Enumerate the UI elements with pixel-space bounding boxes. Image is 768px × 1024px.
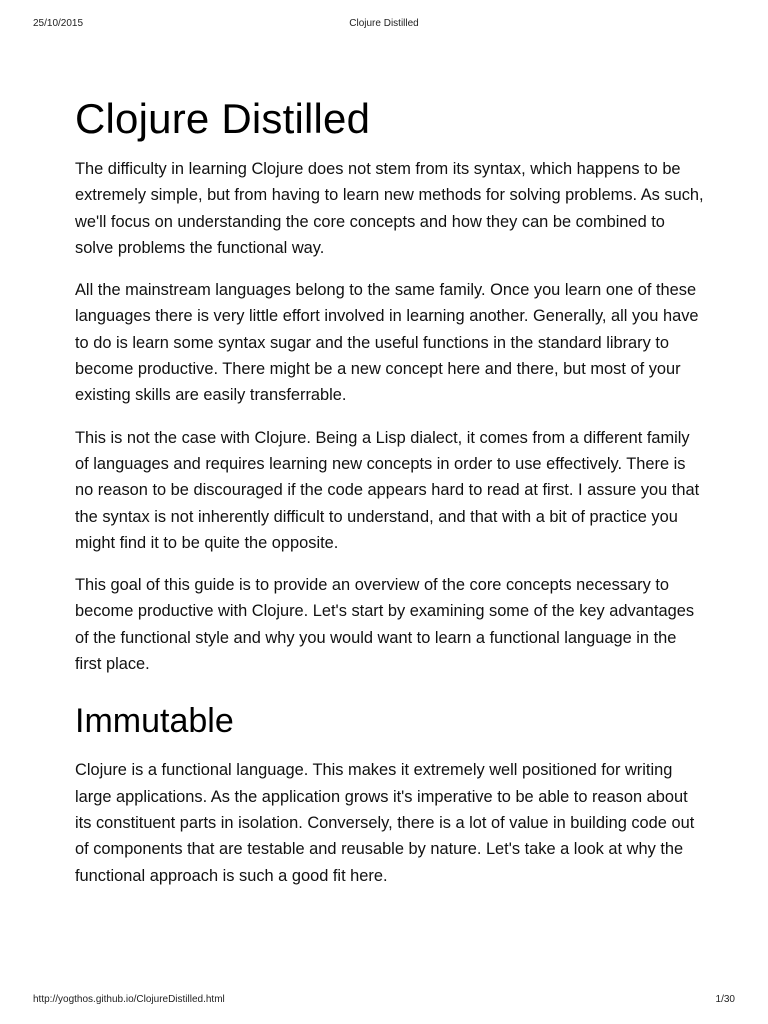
print-date: 25/10/2015: [33, 18, 84, 29]
paragraph: This goal of this guide is to provide an overview of the core concepts necessary to become productive with Clojure. Let's start by examining some of the key advantages of the functional style and why you would want to learn a functional language in the first place.: [75, 576, 695, 674]
print-header: [33, 17, 735, 31]
paragraph: Clojure is a functional language. This makes it extremely well positioned for writing large applications. As the application grows it's imperative to be able to reason about its constituent parts in isolation. Conversely, there is a lot of value in building code out of components that are testable and reusable by nature. Let's take a look at why the functional approach is such a good fit here.: [75, 761, 695, 885]
paragraph: All the mainstream languages belong to the same family. Once you learn one of these languages there is very little effort involved in learning another. Generally, all you have to do is learn some syntax sugar and the useful functions in the standard library to become productive. There might be a new concept here and there, but most of your existing skills are easily transferrable.: [75, 281, 699, 405]
document-body: [75, 92, 705, 905]
print-header-title: Clojure Distilled: [349, 18, 419, 29]
document-title: Clojure Distilled: [75, 95, 371, 142]
print-footer: [33, 993, 735, 1007]
source-url-link[interactable]: http://yogthos.github.io/ClojureDistilled.html: [33, 994, 225, 1005]
page-number: 1/30: [715, 994, 735, 1005]
paragraph: The difficulty in learning Clojure does not stem from its syntax, which happens to be extremely simple, but from having to learn new methods for solving problems. As such, we'll focus on understanding the core concepts and how they can be combined to solve problems the functional way.: [75, 160, 704, 257]
section-heading-immutable: Immutable: [75, 702, 234, 741]
paragraph: This is not the case with Clojure. Being a Lisp dialect, it comes from a different family of languages and requires learning new concepts in order to use effectively. There is no reason to be discouraged if the code appears hard to read at first. I assure you that the syntax is not inherently difficult to understand, and that with a bit of practice you might find it to be quite the opposite.: [75, 428, 700, 552]
